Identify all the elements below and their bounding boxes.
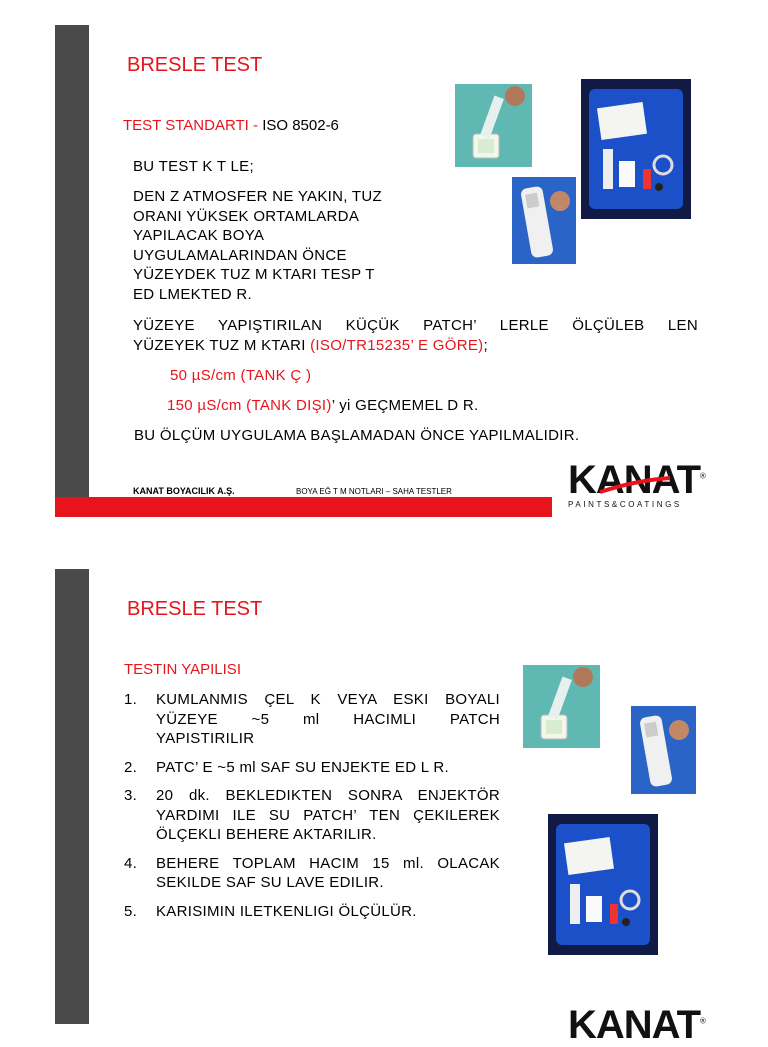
conductivity-meter-photo bbox=[512, 177, 576, 264]
slide1-standard bbox=[123, 117, 339, 134]
para1-line: YÜZEYDEK TUZ M KTARI TESP T bbox=[133, 266, 375, 283]
logo-swoosh-icon bbox=[598, 476, 673, 496]
slide2-subtitle: TESTIN YAPILISI bbox=[124, 661, 241, 678]
slide1-title: BRESLE TEST bbox=[127, 54, 263, 76]
slide1-para1 bbox=[133, 187, 433, 304]
limit-outside-tank bbox=[167, 396, 479, 416]
bresle-kit-case-photo-2 bbox=[548, 814, 658, 955]
slide2-left-bar bbox=[55, 569, 89, 1024]
step-item: 2. PATC’ E ~5 ml SAF SU ENJEKTE ED L R. bbox=[124, 758, 449, 776]
steps-list bbox=[124, 690, 500, 930]
footer-notes: BOYA EĞ T M NOTLARI – SAHA TESTLER bbox=[296, 487, 452, 496]
limit-inside-tank: 50 µS/cm (TANK Ç ) bbox=[170, 367, 312, 384]
conductivity-meter-photo-2 bbox=[631, 706, 696, 794]
kanat-logo-2 bbox=[568, 1005, 703, 1045]
limit2-red: 150 µS/cm (TANK DIŞI) bbox=[167, 397, 332, 414]
slide1-closing: BU ÖLÇÜM UYGULAMA BAŞLAMADAN ÖNCE YAPILMALIDIR. bbox=[134, 427, 580, 444]
para1-line: YAPILACAK BOYA bbox=[133, 227, 265, 244]
slide1-intro: BU TEST K T LE; bbox=[133, 158, 254, 175]
slide1-left-bar bbox=[55, 25, 89, 517]
step-item: 4. BEHERE TOPLAM HACIM 15 ml. OLACAK SEKILDE SAF SU LAVE EDILIR. bbox=[124, 854, 500, 891]
step-item: 1. KUMLANMIS ÇEL K VEYA ESKI BOYALI YÜZEYE ~5 ml HACIMLI PATCH YAPISTIRILIR bbox=[124, 691, 500, 747]
standard-value: ISO 8502-6 bbox=[262, 117, 339, 134]
slide2-title: BRESLE TEST bbox=[127, 598, 263, 620]
para2-end: ; bbox=[483, 336, 488, 354]
para2-line1: YÜZEYE YAPIŞTIRILAN KÜÇÜK PATCH’ LERLE ÖLÇÜLEB LEN bbox=[133, 317, 698, 334]
logo-tagline: PAINTS&COATINGS bbox=[568, 500, 682, 509]
limit2-black: ’ yi GEÇMEMEL D R. bbox=[331, 397, 479, 414]
para1-line: UYGULAMALARINDAN ÖNCE bbox=[133, 246, 347, 264]
para1-line: ED LMEKTED R. bbox=[133, 285, 252, 303]
para1-line: ORANI YÜKSEK ORTAMLARDA bbox=[133, 207, 360, 225]
patch-syringe-photo-2 bbox=[523, 665, 600, 748]
para1-line: DEN Z ATMOSFER NE YAKIN, TUZ bbox=[133, 188, 382, 205]
bresle-kit-case-photo bbox=[581, 79, 691, 219]
slide1-para2 bbox=[133, 316, 698, 355]
logo-word-2: KANAT® bbox=[568, 1003, 705, 1047]
patch-syringe-photo bbox=[455, 84, 532, 167]
para2-black: YÜZEYEK TUZ M KTARI bbox=[133, 336, 311, 354]
iso-reference: (ISO/TR15235’ E GÖRE) bbox=[310, 336, 484, 354]
footer-red-bar bbox=[55, 497, 552, 517]
kanat-logo bbox=[568, 460, 703, 509]
para2-line2 bbox=[133, 336, 698, 356]
standard-label: TEST STANDARTI - bbox=[123, 117, 263, 134]
step-item: 5. KARISIMIN ILETKENLIGI ÖLÇÜLÜR. bbox=[124, 902, 417, 920]
logo-word: KANAT® bbox=[568, 458, 705, 502]
step-item: 3. 20 dk. BEKLEDIKTEN SONRA ENJEKTÖR YARDIMI ILE SU PATCH’ TEN ÇEKILEREK ÖLÇEKLI BEHERE AKTARILIR. bbox=[124, 787, 500, 843]
footer-company: KANAT BOYACILIK A.Ş. bbox=[133, 486, 235, 496]
